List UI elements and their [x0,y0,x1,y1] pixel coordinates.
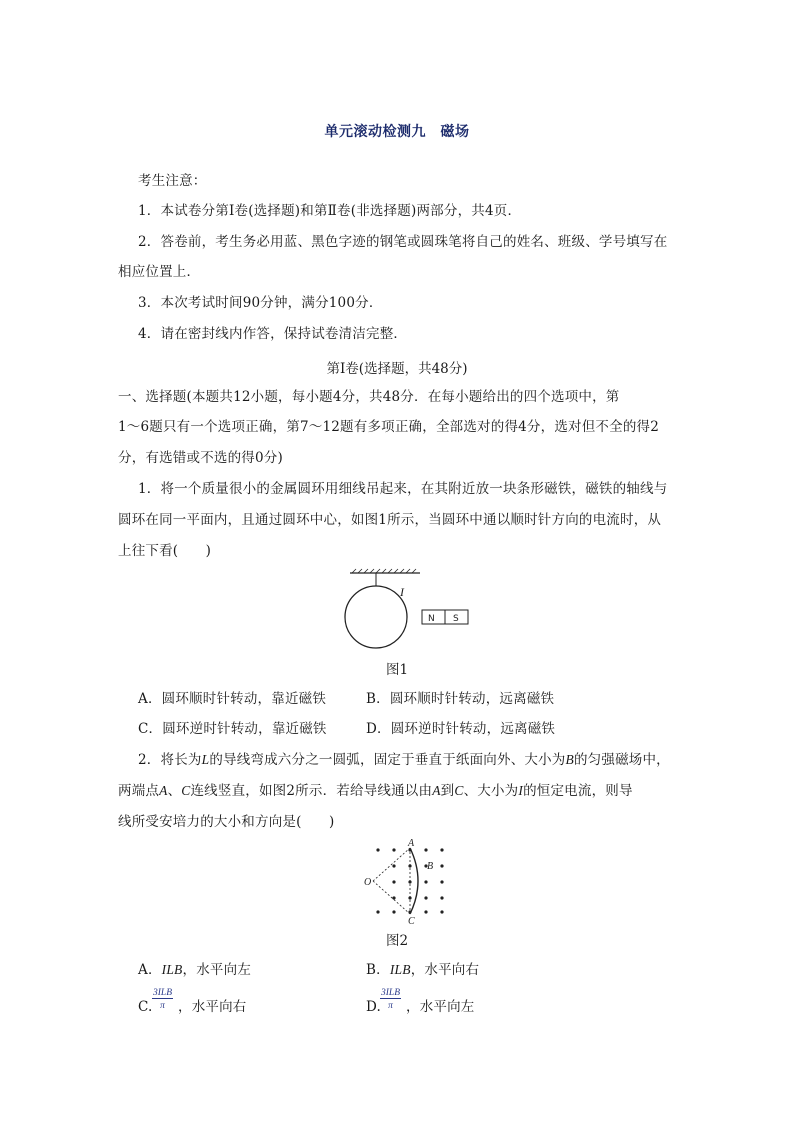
radius-oc [373,881,410,914]
notice-item-3: 3．本次考试时间90分钟，满分100分． [138,295,383,311]
q2-option-b[interactable]: B．ILB，水平向右 [366,962,480,978]
instructions-line-2: 1～6题只有一个选项正确，第7～12题有多项正确，全部选对的得4分，选对但不全的得2 [118,419,660,435]
current-label: I [400,585,404,599]
magnet-s-label: S [453,614,459,624]
q2-stem-line-1: 2．将长为L的导线弯成六分之一圆弧，固定于垂直于纸面向外、大小为B的匀强磁场中， [138,752,670,768]
section-heading: 第Ⅰ卷(选择题，共48分) [326,361,468,377]
q2-option-c-suffix: ，水平向右 [178,999,247,1015]
label-o: O [364,877,372,888]
q2-option-d-suffix: ，水平向左 [406,999,475,1015]
instructions-line-3: 分，有选错或不选的得0分) [118,450,283,466]
q1-stem-line-3: 上往下看( ) [118,543,212,559]
notice-item-4: 4．请在密封线内作答，保持试卷清洁完整． [138,326,408,342]
q2-stem-line-3: 线所受安培力的大小和方向是( ) [118,814,335,830]
q2-option-d-fraction [380,988,401,1011]
instructions-line-1: 一、选择题(本题共12小题，每小题4分，共48分．在每小题给出的四个选项中，第 [118,389,620,405]
q2-option-c-denominator: π [160,1001,165,1011]
figure-1-caption: 图1 [385,662,409,678]
q1-option-a[interactable]: A．圆环顺时针转动，靠近磁铁 [138,691,327,707]
q1-stem-line-2: 圆环在同一平面内，且通过圆环中心，如图1所示，当圆环中通以顺时针方向的电流时，从 [118,512,662,528]
notice-item-1: 1．本试卷分第Ⅰ卷(选择题)和第Ⅱ卷(非选择题)两部分，共4页． [138,203,522,219]
radius-oa [373,848,410,881]
metal-ring [345,586,407,648]
notice-item-2-cont: 相应位置上． [118,264,201,280]
label-a: A [408,838,415,849]
q1-option-c[interactable]: C．圆环逆时针转动，靠近磁铁 [138,721,327,737]
magnet-n-label: N [428,614,435,624]
label-c: C [408,916,415,927]
notice-item-2: 2．答卷前，考生务必用蓝、黑色字迹的钢笔或圆珠笔将自己的姓名、班级、学号填写在 [138,234,668,250]
q2-option-c-prefix[interactable]: C. [138,999,153,1015]
q2-option-d-prefix[interactable]: D. [366,999,382,1015]
q2-option-a[interactable]: A．ILB，水平向左 [138,962,252,978]
label-b: B [427,861,434,872]
q1-option-b[interactable]: B．圆环顺时针转动，远离磁铁 [366,691,555,707]
figure-2-caption: 图2 [385,933,409,949]
figure-1 [340,568,480,654]
q2-stem-line-2: 两端点A、C连线竖直，如图2所示．若给导线通以由A到C、大小为I的恒定电流，则导 [118,783,633,799]
q1-stem-line-1: 1．将一个质量很小的金属圆环用细线吊起来，在其附近放一块条形磁铁，磁铁的轴线与 [138,481,668,497]
q2-option-d-denominator: π [388,1001,393,1011]
q2-option-c-fraction [152,988,173,1011]
q2-option-c-numerator: 3ILB [153,988,172,998]
q2-option-d-numerator: 3ILB [381,988,400,998]
q1-option-d[interactable]: D．圆环逆时针转动，远离磁铁 [366,721,556,737]
notice-heading: 考生注意： [138,173,207,189]
page-title: 单元滚动检测九 磁场 [324,124,470,140]
ceiling [350,569,420,573]
figure-2 [362,838,452,927]
